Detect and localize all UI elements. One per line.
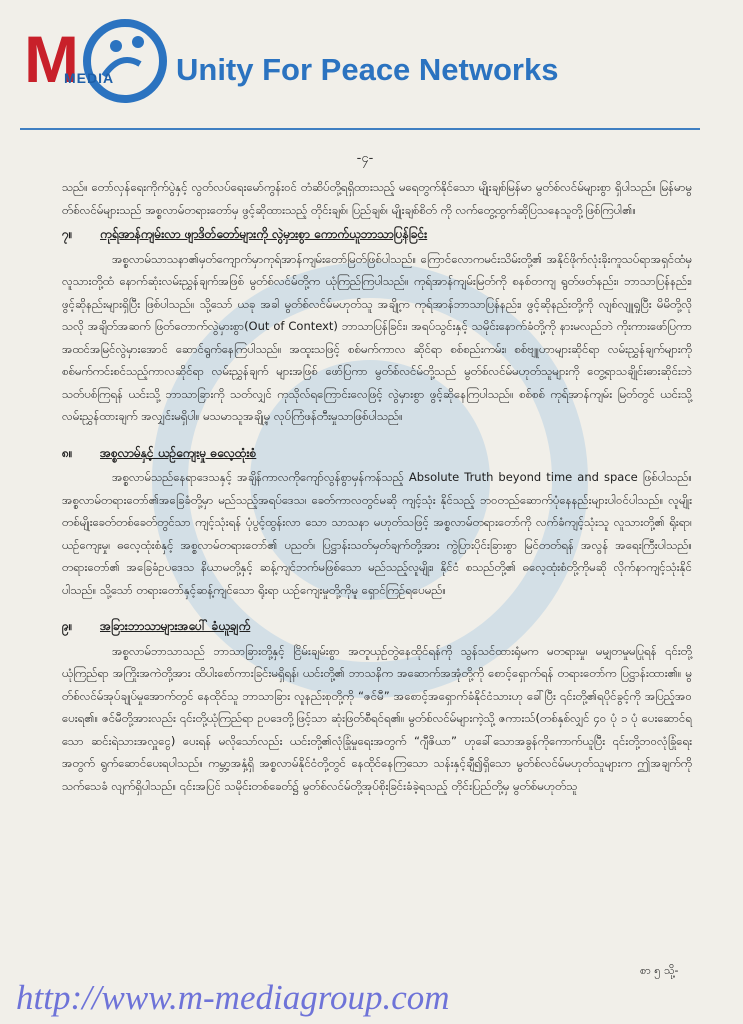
page-number: -၄- [356, 151, 374, 166]
section-9-paragraph: အစ္စလာမ်ဘာသာသည် ဘာသာခြားတို့နှင့် ငြိမ်းချမ်းစွာ အတူယှဉ်တွဲနေထိုင်ရန်ကို သွန်သင်ထားရုံမက မတရားမှု၊ မမျှတမှုမပြုရန် ၎င်းတို့ယုံကြည်ရာ အကြိုးအကဲတို့အား ထိပါးစော်ကားခြင်းမရှိရန်၊ ယင်းတို့၏ ဘာသနိက အဆောက်အအုံတို့ကို စောင့်ရှောက်ရန် တရားတော်က ပြဋ္ဌာန်းထား၏။ မွတ်စ်လင်မ်အုပ်ချုပ်မှုအောက်တွင် နေထိုင်သူ ဘာသာခြား လူနည်းစုတို့ကို “ဇင်မီ” အစောင့်အရှောက်ခံနိုင်ငံသားဟု ခေါ်ပြီး ၎င်းတို့၏ရပိုင်ခွင့်ကို အပြည့်အဝပေးရ၏။ ဇင်မီတို့အားလည်း ၎င်းတို့ယုံကြည်ရာ ဥပဒေတို့ဖြင့်သာ ဆုံးဖြတ်စီရင်ရ၏။ မွတ်စ်လင်မ်များကဲ့သို့ ဇကားသ်(တစ်နှစ်လျှင် ၄၀ ပုံ ၁ ပုံ ပေးဆောင်ရသော ဆင်းရဲသားအလှူငွေ) ပေးရန် မလိုသော်လည်း ယင်းတို့၏လုံခြုံမှုရေးအတွက် “ဂျီဇိယာ” ဟုခေါ်သောအခွန်ကိုကောက်ယူပြီး ၎င်းတို့ဘဝလုံခြုံရေးအတွက် ရွက်ဆောင်ပေးရပါသည်။ ကမ္ဘာ့အနှံ့ရှိ အစ္စလာမ်နိုင်ငံတို့တွင် နေထိုင်နေကြသော သန်းနှင့်ချီ၍ရှိသော မွတ်စ်လင်မ်မဟုတ်သူများက ဤအချက်ကို သက်သေခံ လျက်ရှိပါသည်။ ၎င်းအပြင် သမိုင်းတစ်ခေတ်၌ မွတ်စ်လင်မ်တို့အုပ်စိုးခြင်းခံခဲ့ရသည့် တိုင်းပြည်တို့မှ မွတ်စ်မဟုတ်သူ [62, 643, 692, 793]
section-8-title: အစ္စလာမ်နှင့် ယဉ်ကျေးမှု ဓလေ့ထုံးစံ [100, 445, 257, 460]
section-9-title: အခြားဘာသာများအပေါ် ခံယူချက် [100, 619, 251, 633]
intro-paragraph: သည်။ တော်လှန်ရေးကိုက်ပွဲနှင့် လွတ်လပ်ရေးမော်ကွန်းဝင် တံဆိပ်တို့ရရှိထားသည့် မရေတွက်နိုင်သော မျိုးချစ်မြန်မာ မွတ်စ်လင်မ်များစွာ ရှိပါသည်။ မြန်မာမွတ်စ်လင်မ်များသည် အစ္စလာမ်တရားတော်မှ ဖွင့်ဆိုထားသည့် တိုင်းချစ်၊ ပြည်ချစ်၊ မျိုးချစ်စိတ် ကို လက်တွေ့ထွက်ဆိုပြသနေသူတို့ဖြစ်ကြပါ၏။ [62, 180, 692, 217]
section-7-heading [62, 223, 692, 246]
section-7-paragraph: အစ္စလာမ်သာသနာ၏မှတ်ကျောက်မှာကုရ်အာန်ကျမ်းတော်မြတ်ဖြစ်ပါသည်။ ကြောင်လောကမင်းသိမ်းတို့၏ အနိုင်ဖိုက်လုံးခိုးကူသပ်ရာအရှင်ထံမှ လူသားတို့ထံ နောက်ဆုံးလမ်းညွှန်ချက်အဖြစ် မွတ်စ်လင်မ်တို့က ယုံကြည်ကြပါသည်။ ကုရ်အာန်ကျမ်းမြတ်ကို စနစ်တကျ ရွတ်ဖတ်နည်း၊ ဘာသာပြန်နည်း၊ ဖွင့်ဆိုနည်းများရှိပြီး ဖြစ်ပါသည်။ သို့သော် ယခု အခါ မွတ်စ်လင်မ်မဟုတ်သူ အချို့က ကုရ်အာန်ဘာသာပြန်နည်း၊ ဖွင့်ဆိုနည်းတို့ကို လျစ်လျူရှုပြီး မိမိတို့လိုသလို အချိတ်အဆက် ဖြတ်တောက်လွဲမှားစွာ(Out of Context) ဘာသာပြန်ခြင်း၊ အရပ်သွင်းနှင့် သမိုင်းနောက်ခံတို့ကို နားမလည်ဘဲ ကိုးကားဖော်ပြကာ အထင်အမြင်လွဲမှားအောင် ဆောင်ရွက်နေကြပါသည်။ အထူးသဖြင့် စစ်မက်ကာလ ဆိုင်ရာ စစ်စည်းကမ်း၊ စစ်ဗျူဟာများဆိုင်ရာ လမ်းညွှန်ချက်များကို စစ်မက်ကင်းစင်သည့်ကာလဆိုင်ရာ လမ်းညွှန်ချက် များအဖြစ် ဖော်ပြကာ မွတ်စ်လင်မ်တို့သည် မွတ်စ်လင်မ်မဟုတ်သူများကို တွေ့ရာသချိုင်းဓားဆိုင်းဘဲ သတ်ပစ်ကြရန် ယင်းသို့ ဘာသာခြားကို သတ်လျှင် ကုသိုလ်ရကြောင်းလေဖြင့် လွဲမှားစွာ ဖွင့်ဆိုနေကြပါသည်။ စစ်စစ် ကုရ်အာန်ကျမ်း မြတ်တွင် ယင်းသို့ လမ်းညွှန်ထားချက် အလျှင်းမရှိပါ။ မသမာသူအချို့မှ လုပ်ကြံဖန်တီးမှုသာဖြစ်ပါသည်။ [62, 251, 692, 423]
logo-letter: M [24, 22, 79, 96]
org-title: Unity For Peace Networks [176, 52, 559, 87]
header-divider [20, 128, 700, 130]
continued-note: စာ ၅ သို့- [640, 964, 679, 977]
section-8-paragraph: အစ္စလာမ်သည်နေရာဒေသနှင့် အချိန်ကာလကိုကျော်လွန်စွာမှန်ကန်သည့် Absolute Truth beyond time and space ဖြစ်ပါသည်။ အစ္စလာမ်တရားတော်၏အခြေခံတို့မှာ မည်သည့်အရပ်ဒေသ၊ ခေတ်ကာလတွင်မဆို ကျင့်သုံး နိုင်သည့် ဘဝတည်ဆောက်ပုံနေနည်းများပါဝင်ပါသည်။ လူမျိုးတစ်မျိုးခေတ်တစ်ခေတ်တွင်သာ ကျင့်သုံးရန် ပုံပွင့်ထွန်းလာ သော သာသနာ မဟုတ်သဖြင့် အစ္စလာမ်တရားတော်ကို လက်ခံကျင့်သုံးသူ လူသားတို့၏ ရိုးရာ၊ ယဉ်ကျေးမှု၊ ဓလေ့ထုံးစံနှင့် အစ္စလာမ်တရားတော်၏ ပညတ်၊ ပြဋ္ဌာန်းသတ်မှတ်ချက်တို့အား ကွဲပြားပိုင်းခြားစွာ မြင်တတ်ရန် အလွန် အရေးကြီးပါသည်။ တရားတော်၏ အခြေခံဥပဒေသ နိယာမတို့နှင့် ဆန့်ကျင်ဘက်မဖြစ်သော မည်သည့်လူမျိုး၊ နိုင်ငံ စသည်တို့၏ ဓလေ့ထုံးစံတို့ကိုမဆို လိုက်နာကျင့်သုံးနိုင်ပါသည်။ သို့သော် တရားတော်နှင့်ဆန့်ကျင်သော ရိုးရာ ယဉ်ကျေးမှုတို့ကိုမူ ရှောင်ကြဉ်ရပေမည်။ [62, 470, 692, 597]
logo-ring-icon [80, 16, 170, 106]
body-text [62, 176, 692, 797]
section-9-number: ၉။ [62, 619, 73, 633]
footer-url-link[interactable]: http://www.m-mediagroup.com [16, 978, 450, 1017]
section-8-number: ၈။ [62, 445, 73, 460]
logo-word: MEDIA [64, 70, 115, 86]
section-7-number: ၇။ [62, 227, 73, 241]
header [24, 14, 724, 124]
m-media-logo [24, 14, 174, 114]
section-9-heading [62, 615, 692, 638]
section-8-heading [62, 442, 692, 465]
section-7-title: ကုရ်အာန်ကျမ်းလာ ဖျာဒိတ်တော်များကို လွဲမှားစွာ ကောက်ယူဘာသာပြန်ခြင်း [100, 227, 428, 241]
